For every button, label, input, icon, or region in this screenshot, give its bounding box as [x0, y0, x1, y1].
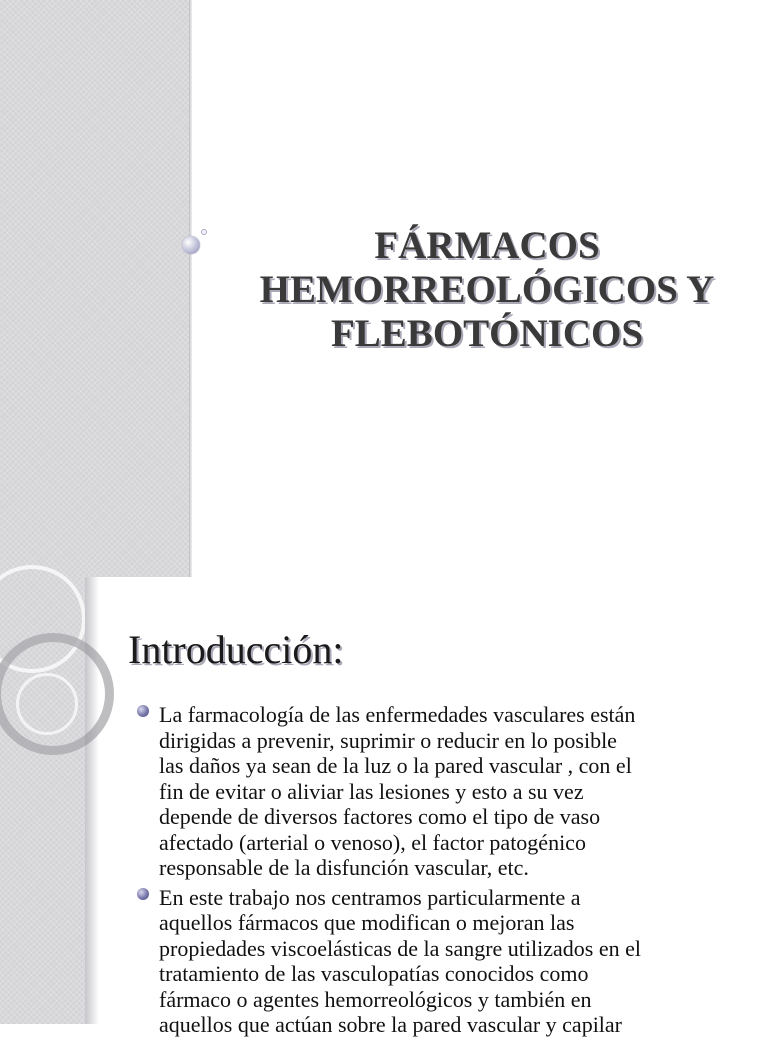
bullet-dot-icon: [137, 888, 149, 900]
bullet-line: tratamiento de las vasculopatías conocidos como: [159, 961, 589, 986]
bullet-text: [159, 702, 750, 881]
bullet-text: [159, 885, 750, 1038]
slide-title-line: HEMORREOLÓGICOS Y: [259, 268, 715, 311]
bullet-list: [130, 702, 750, 1042]
introduction-slide: [0, 577, 768, 1037]
bullet-line: En este trabajo nos centramos particularmente a: [159, 884, 581, 910]
decorative-bubble-large: [182, 236, 200, 254]
bullet-item: [130, 702, 750, 881]
decorative-bubble-small: [201, 229, 207, 235]
bullet-line: propiedades viscoelásticas de la sangre utilizados en el: [159, 935, 641, 961]
slide-title-line: FLEBOTÓNICOS: [330, 312, 644, 355]
panel-shadow: [85, 577, 99, 1024]
bullet-item: [130, 885, 750, 1038]
decorative-ring: [16, 673, 78, 735]
bullet-line: dirigidas a prevenir, suprimir o reducir en lo posible: [159, 727, 617, 753]
section-heading: Introducción:: [128, 627, 344, 672]
decorative-side-panel: [0, 577, 85, 1024]
panel-divider: [189, 0, 192, 577]
bullet-line: La farmacología de las enfermedades vasculares están: [159, 702, 636, 727]
bullet-line: depende de diversos factores como el tipo de vaso: [159, 804, 601, 829]
decorative-side-panel: [0, 0, 190, 577]
slide-title: [222, 224, 752, 356]
bullet-line: las daños ya sean de la luz o la pared vascular , con el: [159, 753, 632, 778]
slide-title-line: FÁRMACOS: [374, 224, 600, 267]
bullet-line: aquellos fármacos que modifican o mejoran las: [159, 910, 575, 935]
bullet-line: aquellos que actúan sobre la pared vascular y capilar: [159, 1012, 623, 1037]
bullet-line: fin de evitar o aliviar las lesiones y esto a su vez: [159, 778, 584, 804]
bullet-line: afectado (arterial o venoso), el factor patogénico: [159, 829, 586, 855]
bullet-line: responsable de la disfunción vascular, etc.: [159, 855, 529, 880]
bullet-line: fármaco o agentes hemorreológicos y también en: [159, 986, 592, 1012]
bullet-dot-icon: [137, 705, 149, 717]
